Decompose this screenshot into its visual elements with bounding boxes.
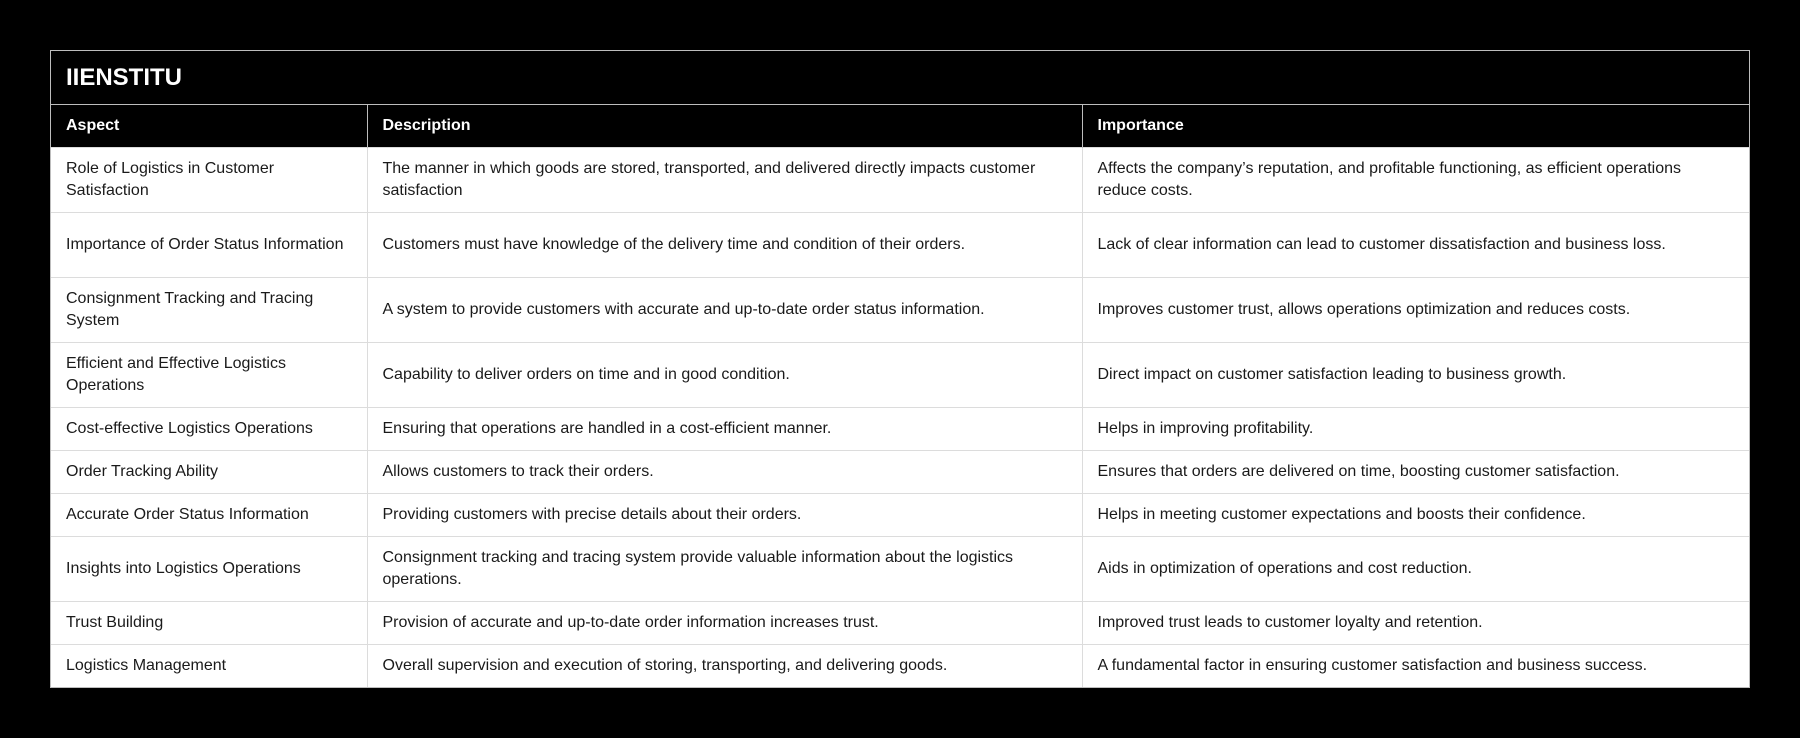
table-row xyxy=(51,602,1749,645)
cell-aspect: Role of Logistics in Customer Satisfaction xyxy=(51,148,367,213)
cell-aspect: Insights into Logistics Operations xyxy=(51,537,367,602)
table-title: IIENSTITU xyxy=(51,51,1749,105)
table-row xyxy=(51,494,1749,537)
cell-description: Ensuring that operations are handled in a cost-efficient manner. xyxy=(367,408,1082,451)
table-row xyxy=(51,537,1749,602)
table-row xyxy=(51,278,1749,343)
cell-importance: Ensures that orders are delivered on time, boosting customer satisfaction. xyxy=(1082,451,1749,494)
table-container xyxy=(50,50,1750,688)
cell-importance: Improves customer trust, allows operations optimization and reduces costs. xyxy=(1082,278,1749,343)
cell-importance: Helps in meeting customer expectations and boosts their confidence. xyxy=(1082,494,1749,537)
header-row xyxy=(51,105,1749,148)
table-row xyxy=(51,451,1749,494)
data-table xyxy=(51,105,1749,687)
column-header-aspect: Aspect xyxy=(51,105,367,148)
table-row xyxy=(51,213,1749,278)
cell-aspect: Accurate Order Status Information xyxy=(51,494,367,537)
cell-description: Overall supervision and execution of storing, transporting, and delivering goods. xyxy=(367,645,1082,688)
cell-importance: Direct impact on customer satisfaction leading to business growth. xyxy=(1082,343,1749,408)
cell-aspect: Efficient and Effective Logistics Operations xyxy=(51,343,367,408)
table-row xyxy=(51,148,1749,213)
cell-aspect: Trust Building xyxy=(51,602,367,645)
cell-description: Customers must have knowledge of the delivery time and condition of their orders. xyxy=(367,213,1082,278)
cell-aspect: Order Tracking Ability xyxy=(51,451,367,494)
column-header-importance: Importance xyxy=(1082,105,1749,148)
cell-importance: Aids in optimization of operations and cost reduction. xyxy=(1082,537,1749,602)
cell-description: Providing customers with precise details about their orders. xyxy=(367,494,1082,537)
cell-aspect: Consignment Tracking and Tracing System xyxy=(51,278,367,343)
cell-importance: A fundamental factor in ensuring customer satisfaction and business success. xyxy=(1082,645,1749,688)
table-row xyxy=(51,645,1749,688)
table-row xyxy=(51,343,1749,408)
cell-aspect: Logistics Management xyxy=(51,645,367,688)
cell-aspect: Importance of Order Status Information xyxy=(51,213,367,278)
cell-description: Capability to deliver orders on time and in good condition. xyxy=(367,343,1082,408)
cell-description: A system to provide customers with accurate and up-to-date order status information. xyxy=(367,278,1082,343)
cell-importance: Affects the company’s reputation, and profitable functioning, as efficient operations reduce costs. xyxy=(1082,148,1749,213)
cell-importance: Improved trust leads to customer loyalty and retention. xyxy=(1082,602,1749,645)
cell-aspect: Cost-effective Logistics Operations xyxy=(51,408,367,451)
cell-description: Consignment tracking and tracing system provide valuable information about the logistics operations. xyxy=(367,537,1082,602)
cell-description: The manner in which goods are stored, transported, and delivered directly impacts customer satisfaction xyxy=(367,148,1082,213)
table-row xyxy=(51,408,1749,451)
cell-importance: Lack of clear information can lead to customer dissatisfaction and business loss. xyxy=(1082,213,1749,278)
cell-description: Provision of accurate and up-to-date order information increases trust. xyxy=(367,602,1082,645)
cell-description: Allows customers to track their orders. xyxy=(367,451,1082,494)
column-header-description: Description xyxy=(367,105,1082,148)
cell-importance: Helps in improving profitability. xyxy=(1082,408,1749,451)
